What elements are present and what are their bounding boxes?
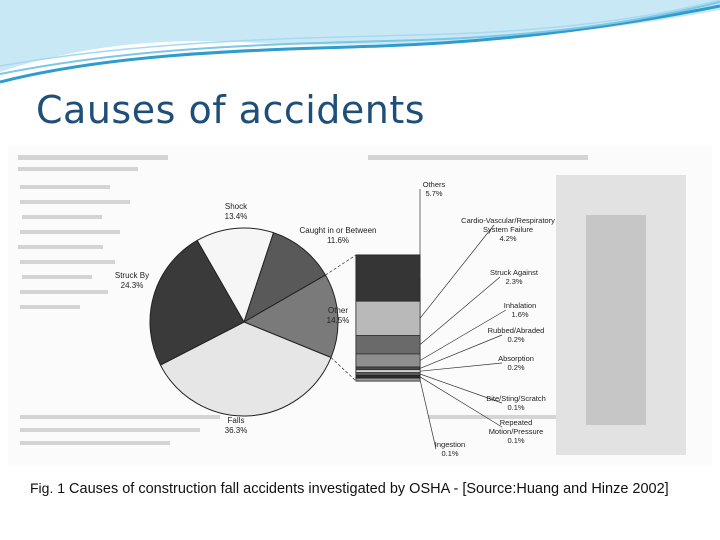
- slide-title: Causes of accidents: [36, 88, 426, 132]
- bar-value-ingestion: 0.1%: [441, 449, 459, 458]
- bar-segment-cardio-vascular-respiratory-system-failure: [356, 301, 420, 335]
- pie-value-shock: 13.4%: [224, 212, 248, 221]
- pie-label-struck-by: Struck By: [114, 271, 150, 280]
- leader-inhalation: [420, 310, 506, 361]
- bar-value-absorption: 0.2%: [507, 363, 525, 372]
- pie-value-struck-by: 24.3%: [120, 281, 144, 290]
- bar-segment-ingestion: [356, 378, 420, 381]
- bar-value-repeated-motion-pressure: 0.1%: [507, 436, 525, 445]
- leader-cardio-vascular-respiratory-system-failure: [420, 225, 494, 318]
- caption-prefix: Fig. 1: [30, 480, 66, 496]
- leader-absorption: [420, 363, 502, 371]
- leader-rubbed-abraded: [420, 335, 502, 368]
- bar-label-absorption: Absorption: [498, 354, 534, 363]
- connector-top: [325, 255, 356, 275]
- bar-label-repeated-motion-pressure: Repeated: [499, 418, 533, 427]
- bar-segment-bite-sting-scratch: [356, 373, 420, 376]
- bar-label-repeated-motion-pressure-line2: Motion/Pressure: [488, 427, 544, 436]
- pie-value-falls: 36.3%: [224, 426, 248, 435]
- pie-chart: [8, 145, 712, 465]
- scanned-figure: [8, 145, 712, 465]
- pie-value-caught-in-or-between: 11.6%: [326, 236, 350, 245]
- bar-label-struck-against: Struck Against: [490, 268, 538, 277]
- bar-segment-struck-against: [356, 335, 420, 354]
- pie-label-shock: Shock: [224, 202, 248, 211]
- bar-label-others: Others: [422, 180, 446, 189]
- bar-value-bite-sting-scratch: 0.1%: [507, 403, 525, 412]
- bar-value-cardio-vascular-respiratory-system-failure: 4.2%: [499, 234, 517, 243]
- bar-segment-others: [356, 255, 420, 301]
- bar-label-cardio-vascular-respiratory-system-failure: Cardio-Vascular/Respiratory: [461, 216, 555, 225]
- caption-text: Causes of construction fall accidents investigated by OSHA - [Source:Huang and Hinze 2002]: [69, 481, 669, 497]
- pie-value-other: 14.5%: [326, 316, 350, 325]
- bar-value-rubbed-abraded: 0.2%: [507, 335, 525, 344]
- bar-label-cardio-vascular-respiratory-system-failure-line2: System Failure: [482, 225, 534, 234]
- pie-label-falls: Falls: [227, 416, 245, 425]
- bar-segment-rubbed-abraded: [356, 367, 420, 370]
- bar-segment-repeated-motion-pressure: [356, 375, 420, 378]
- bar-label-ingestion: Ingestion: [434, 440, 466, 449]
- bar-label-rubbed-abraded: Rubbed/Abraded: [487, 326, 545, 335]
- figure-caption: [30, 480, 710, 497]
- pie-label-other: Other: [327, 306, 349, 315]
- bar-label-inhalation: Inhalation: [503, 301, 537, 310]
- leader-ingestion: [420, 380, 436, 449]
- bar-value-inhalation: 1.6%: [511, 310, 529, 319]
- pie-label-caught-in-or-between: Caught in or Between: [299, 226, 377, 235]
- bar-value-struck-against: 2.3%: [505, 277, 523, 286]
- bar-label-bite-sting-scratch: Bite/Sting/Scratch: [486, 394, 546, 403]
- header-wave-decoration: [0, 0, 720, 90]
- bar-segment-inhalation: [356, 354, 420, 367]
- connector-bottom: [331, 357, 356, 381]
- bar-value-others: 5.7%: [425, 189, 443, 198]
- bar-segment-absorption: [356, 370, 420, 373]
